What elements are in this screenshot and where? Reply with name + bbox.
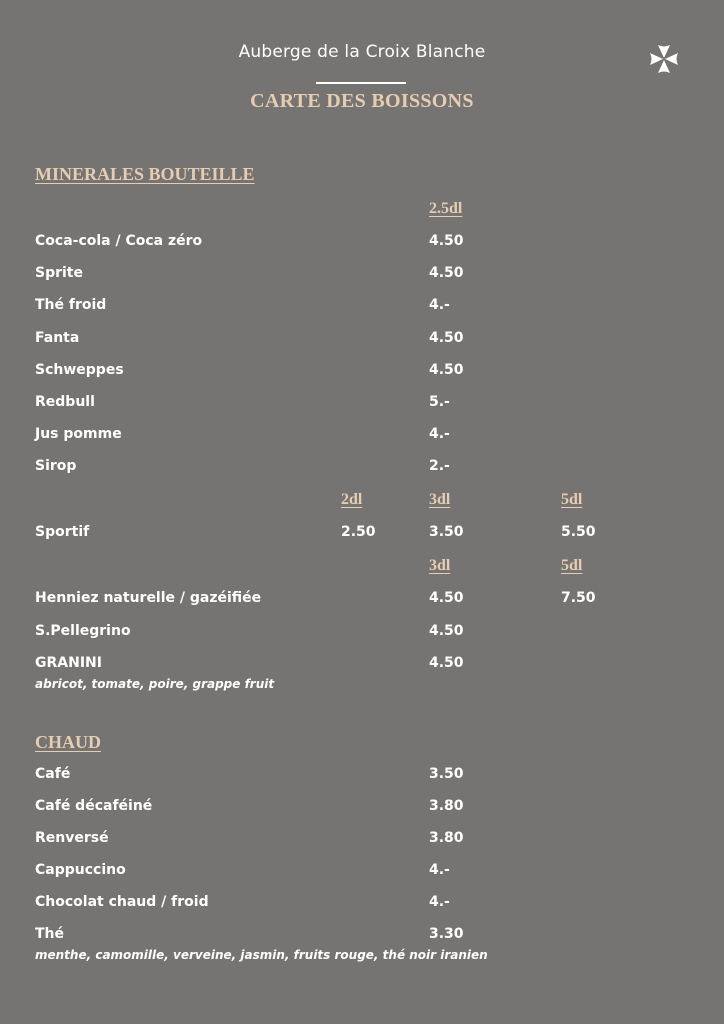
size-header-2-5dl: 2.5dl (429, 200, 463, 217)
item-name: Sprite (35, 265, 83, 281)
item-name: Renversé (35, 830, 109, 846)
item-price: 4.50 (429, 362, 464, 378)
item-price: 3.80 (429, 830, 464, 846)
item-name: Cappuccino (35, 862, 126, 878)
item-price: 4.50 (429, 623, 464, 639)
item-price: 3.50 (429, 524, 464, 540)
size-header-2dl: 2dl (341, 491, 363, 508)
maltese-cross-icon (647, 42, 681, 76)
item-price: 3.50 (429, 766, 464, 782)
section-heading-minerales: MINERALES BOUTEILLE (35, 164, 255, 184)
header-divider (316, 82, 406, 84)
item-name: GRANINI (35, 655, 102, 671)
item-price: 4.- (429, 426, 450, 442)
item-price: 3.30 (429, 926, 464, 942)
item-price: 5.- (429, 394, 450, 410)
page-title: CARTE DES BOISSONS (250, 90, 474, 112)
item-price: 2.50 (341, 524, 376, 540)
item-price: 4.50 (429, 233, 464, 249)
item-name: Thé (35, 926, 65, 942)
size-header-5dl: 5dl (561, 491, 583, 508)
item-price: 4.- (429, 894, 450, 910)
item-price: 7.50 (561, 590, 596, 606)
item-name: Sirop (35, 458, 77, 474)
restaurant-name: Auberge de la Croix Blanche (238, 42, 486, 62)
item-price: 2.- (429, 458, 450, 474)
item-name: Café décaféiné (35, 798, 153, 814)
item-price: 4.50 (429, 265, 464, 281)
item-note: abricot, tomate, poire, grappe fruit (35, 677, 275, 691)
item-name: Café (35, 766, 71, 782)
size-header-5dl: 5dl (561, 557, 583, 574)
item-price: 3.80 (429, 798, 464, 814)
size-header-3dl: 3dl (429, 557, 451, 574)
item-name: Chocolat chaud / froid (35, 894, 209, 910)
item-name: Henniez naturelle / gazéifiée (35, 590, 262, 606)
item-name: Coca-cola / Coca zéro (35, 233, 203, 249)
item-note: menthe, camomille, verveine, jasmin, fruits rouge, thé noir iranien (35, 948, 488, 962)
size-header-3dl: 3dl (429, 491, 451, 508)
item-name: Fanta (35, 330, 80, 346)
item-name: Sportif (35, 524, 90, 540)
item-name: Schweppes (35, 362, 124, 378)
item-name: Thé froid (35, 297, 107, 313)
item-price: 4.50 (429, 590, 464, 606)
section-heading-chaud: CHAUD (35, 732, 101, 752)
item-price: 4.50 (429, 330, 464, 346)
item-name: Jus pomme (35, 426, 122, 442)
item-name: S.Pellegrino (35, 623, 131, 639)
item-price: 4.50 (429, 655, 464, 671)
item-price: 4.- (429, 297, 450, 313)
item-price: 5.50 (561, 524, 596, 540)
item-name: Redbull (35, 394, 95, 410)
item-price: 4.- (429, 862, 450, 878)
